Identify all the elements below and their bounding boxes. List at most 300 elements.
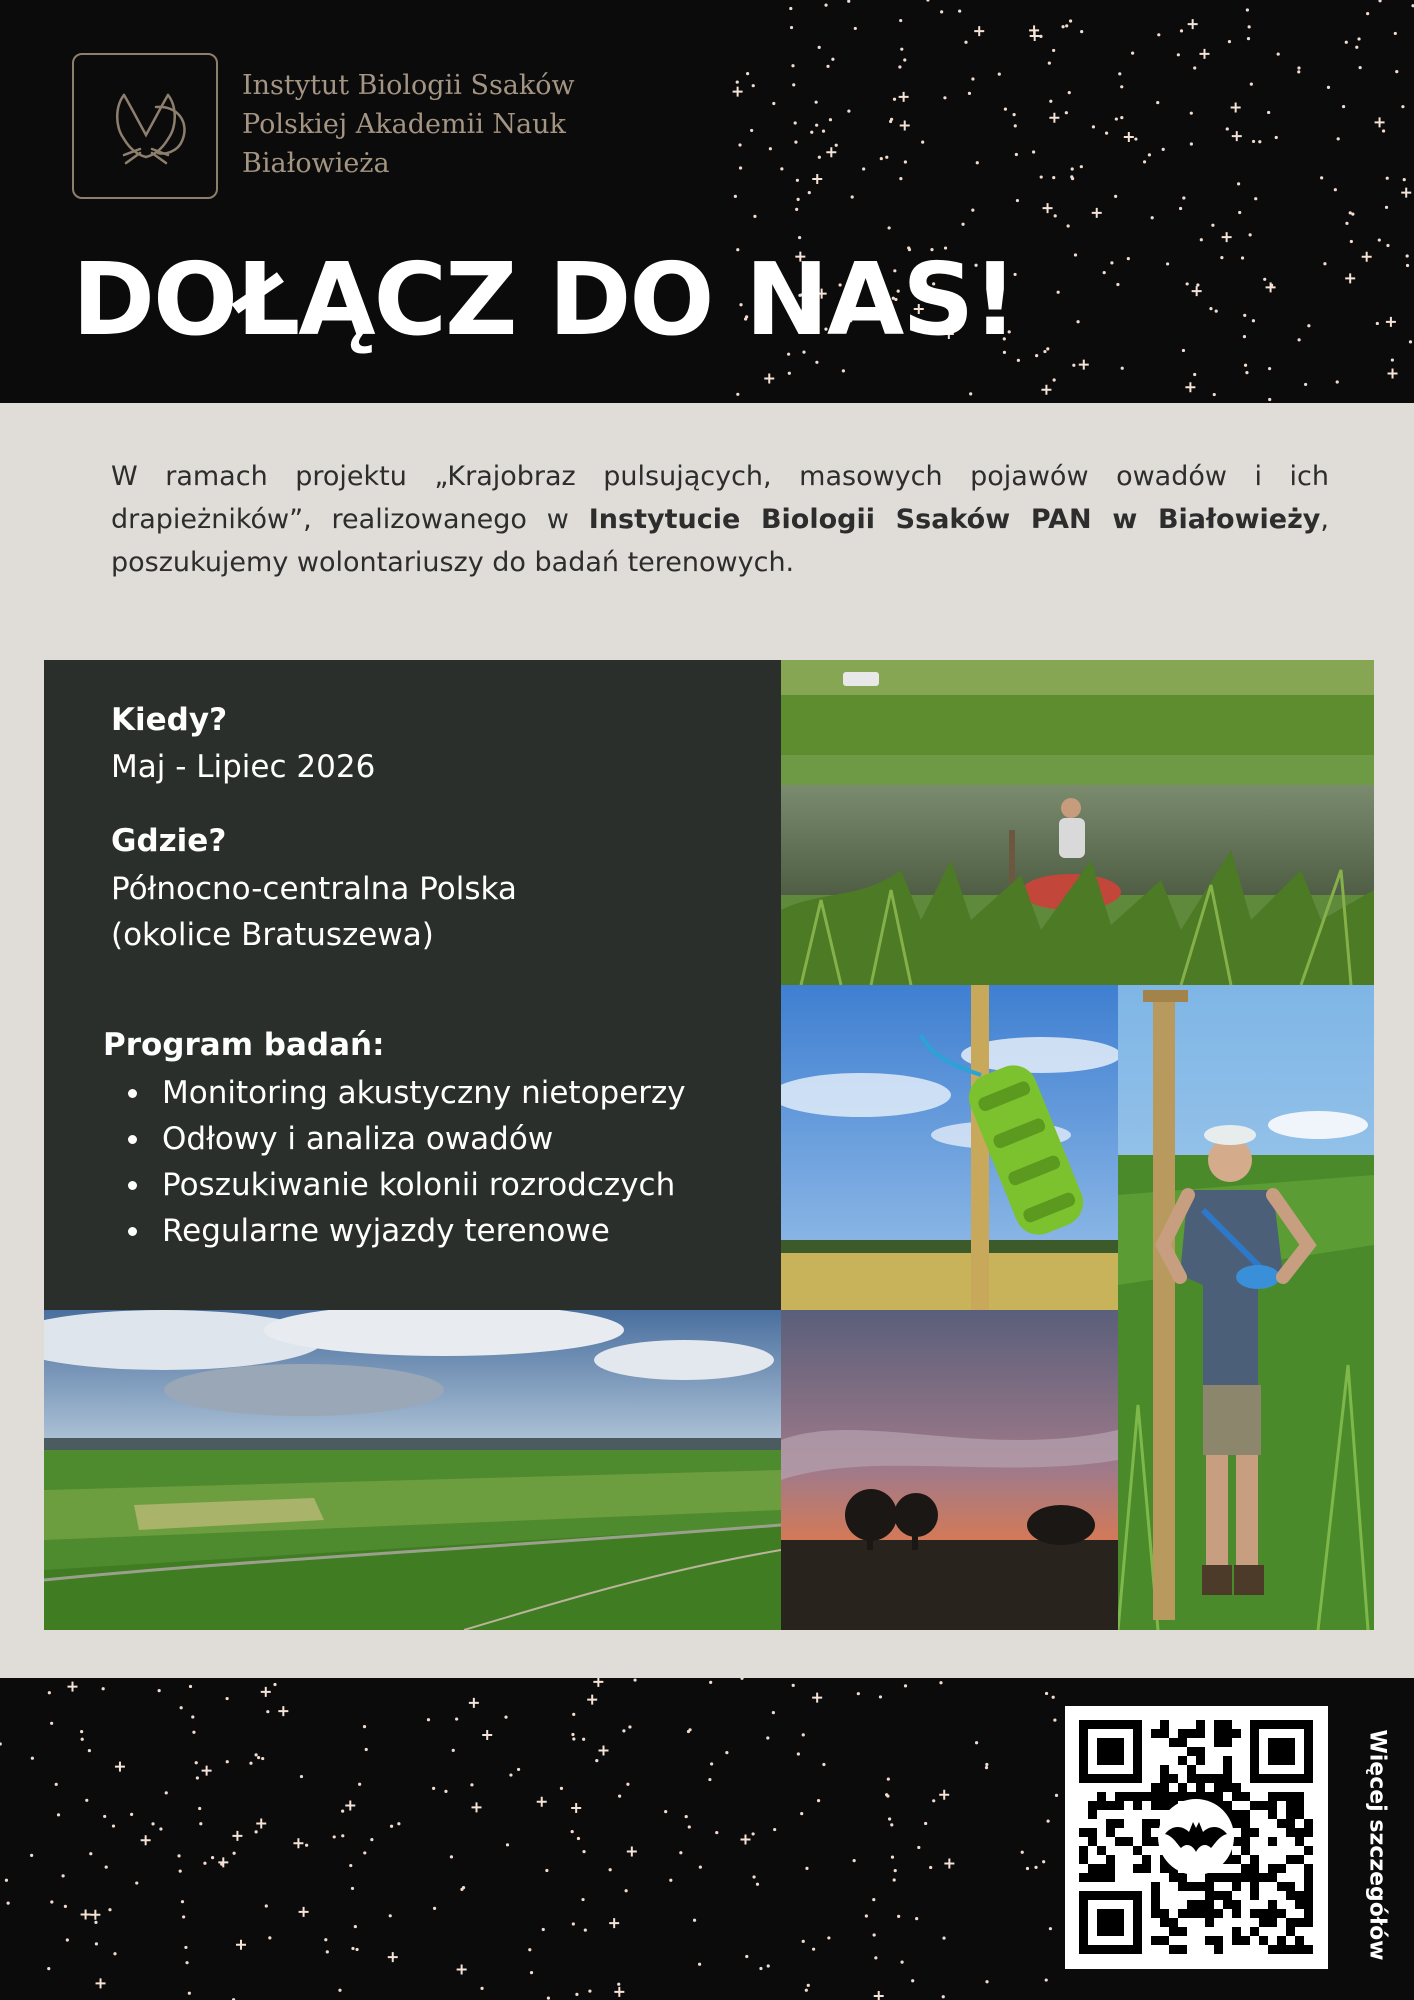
- qr-module: [1304, 1828, 1313, 1837]
- qr-module: [1151, 1729, 1160, 1738]
- star-mark: [195, 1761, 198, 1764]
- star-mark: [1043, 203, 1053, 213]
- qr-module: [1151, 1891, 1160, 1900]
- star-mark: [102, 1687, 105, 1690]
- star-mark: [1248, 25, 1251, 28]
- star-mark: [857, 1692, 860, 1695]
- star-mark: [1179, 207, 1182, 210]
- star-mark: [968, 92, 971, 95]
- star-mark: [572, 1922, 575, 1925]
- when-value: Maj - Lipiec 2026: [111, 749, 376, 785]
- star-mark: [249, 1762, 252, 1765]
- star-mark: [88, 1749, 91, 1752]
- star-mark: [1243, 335, 1246, 338]
- qr-module: [1286, 1891, 1295, 1900]
- qr-module: [1142, 1828, 1151, 1837]
- star-mark: [797, 1752, 800, 1755]
- star-mark: [1065, 24, 1068, 27]
- star-mark: [112, 1824, 115, 1827]
- star-mark: [1215, 310, 1218, 313]
- star-mark: [1052, 49, 1055, 52]
- star-mark: [974, 26, 984, 36]
- star-mark: [873, 1933, 876, 1936]
- qr-module: [1295, 1801, 1304, 1810]
- star-mark: [1386, 317, 1396, 327]
- star-mark: [1054, 214, 1057, 217]
- star-mark: [1355, 46, 1358, 49]
- qr-module: [1268, 1873, 1277, 1882]
- star-mark: [1067, 224, 1070, 227]
- star-mark: [470, 1783, 473, 1786]
- qr-module: [1277, 1819, 1286, 1828]
- institute-highlight: Instytucie Biologii Ssaków PAN w Białowieży: [588, 504, 1321, 535]
- star-mark: [1192, 286, 1202, 296]
- star-mark: [547, 1997, 550, 2000]
- qr-module: [1106, 1864, 1115, 1873]
- star-mark: [115, 1762, 125, 1772]
- qr-module: [1295, 1837, 1304, 1846]
- qr-module: [1286, 1927, 1295, 1936]
- star-mark: [756, 1883, 759, 1886]
- star-mark: [1045, 1978, 1048, 1981]
- star-mark: [472, 1802, 482, 1812]
- qr-module: [1133, 1801, 1142, 1810]
- qr-module: [1151, 1909, 1160, 1918]
- star-mark: [899, 19, 902, 22]
- star-mark: [904, 1684, 907, 1687]
- star-mark: [455, 1717, 458, 1720]
- star-mark: [798, 236, 801, 239]
- star-mark: [1049, 1927, 1052, 1930]
- qr-module: [1178, 1792, 1187, 1801]
- star-mark: [985, 1766, 988, 1769]
- star-mark: [1231, 102, 1241, 112]
- star-mark: [915, 1917, 918, 1920]
- star-mark: [1345, 273, 1355, 283]
- star-mark: [890, 1823, 893, 1826]
- star-mark: [575, 1993, 578, 1996]
- qr-module: [1205, 1873, 1214, 1882]
- star-mark: [740, 1835, 750, 1845]
- star-mark: [944, 1858, 954, 1868]
- qr-module: [1142, 1864, 1151, 1873]
- star-mark: [457, 1965, 467, 1975]
- star-mark: [1327, 86, 1330, 89]
- star-mark: [105, 1865, 108, 1868]
- star-mark: [1068, 91, 1071, 94]
- qr-module: [1241, 1828, 1250, 1837]
- star-mark: [618, 1795, 621, 1798]
- qr-module: [1223, 1873, 1232, 1882]
- qr-module: [1250, 1909, 1259, 1918]
- star-mark: [509, 1773, 512, 1776]
- star-mark: [817, 1799, 820, 1802]
- star-mark: [1298, 338, 1301, 341]
- star-mark: [880, 157, 883, 160]
- star-mark: [764, 373, 774, 383]
- qr-module: [1223, 1756, 1232, 1765]
- star-mark: [326, 1950, 329, 1953]
- qr-module: [1205, 1774, 1214, 1783]
- qr-module: [1097, 1846, 1106, 1855]
- star-mark: [709, 1681, 712, 1684]
- qr-module: [1295, 1900, 1304, 1909]
- star-mark: [792, 83, 795, 86]
- qr-module: [1187, 1882, 1196, 1891]
- star-mark: [542, 1928, 545, 1931]
- qr-module: [1196, 1729, 1205, 1738]
- star-mark: [1049, 100, 1052, 103]
- star-mark: [808, 191, 811, 194]
- star-mark: [1307, 324, 1310, 327]
- star-mark: [1243, 314, 1246, 317]
- star-mark: [740, 1678, 743, 1680]
- star-mark: [268, 1936, 271, 1939]
- star-mark: [746, 72, 749, 75]
- qr-module: [1223, 1738, 1232, 1747]
- star-mark: [752, 1875, 755, 1878]
- star-mark: [1350, 240, 1353, 243]
- star-mark: [1046, 1820, 1049, 1823]
- star-mark: [1124, 132, 1134, 142]
- star-mark: [812, 1948, 815, 1951]
- star-mark: [1004, 108, 1007, 111]
- qr-module: [1214, 1873, 1223, 1882]
- star-mark: [180, 1706, 183, 1709]
- qr-module: [1214, 1891, 1223, 1900]
- star-mark: [388, 1952, 398, 1962]
- star-mark: [1213, 393, 1216, 396]
- qr-module: [1205, 1936, 1214, 1945]
- qr-module: [1169, 1792, 1178, 1801]
- qr-module: [1151, 1882, 1160, 1891]
- list-item: Regularne wyjazdy terenowe: [114, 1208, 686, 1254]
- star-mark: [1406, 254, 1409, 257]
- qr-module: [1205, 1909, 1214, 1918]
- star-mark: [427, 1718, 430, 1721]
- star-mark: [365, 1748, 368, 1751]
- qr-module: [1106, 1819, 1115, 1828]
- star-mark: [560, 1787, 563, 1790]
- qr-module: [1295, 1810, 1304, 1819]
- star-mark: [1351, 212, 1354, 215]
- qr-module: [1169, 1738, 1178, 1747]
- qr-module: [1205, 1900, 1214, 1909]
- star-mark: [900, 121, 910, 131]
- star-mark: [898, 65, 901, 68]
- star-mark: [64, 1905, 67, 1908]
- qr-module: [1097, 1873, 1106, 1882]
- star-mark: [1297, 66, 1300, 69]
- star-mark: [202, 1766, 212, 1776]
- star-mark: [158, 1689, 161, 1692]
- qr-module: [1196, 1900, 1205, 1909]
- star-mark: [1334, 188, 1337, 191]
- intro-text: W ramach projektu „Krajobraz pulsujących, masowych pojawów owadów i ich drapieżników”, realizowanego w: [111, 461, 1329, 535]
- qr-module: [1205, 1792, 1214, 1801]
- qr-module: [1295, 1945, 1304, 1954]
- qr-module: [1268, 1792, 1277, 1801]
- star-mark: [772, 1711, 775, 1714]
- star-mark: [904, 160, 907, 163]
- star-mark: [903, 58, 906, 61]
- star-mark: [1039, 35, 1042, 38]
- star-mark: [975, 1741, 978, 1744]
- star-mark: [349, 1864, 352, 1867]
- qr-module: [1205, 1882, 1214, 1891]
- qr-code-icon[interactable]: [1065, 1706, 1328, 1969]
- qr-module: [1232, 1927, 1241, 1936]
- star-mark: [460, 1888, 463, 1891]
- qr-module: [1241, 1837, 1250, 1846]
- qr-module: [1115, 1819, 1124, 1828]
- star-mark: [939, 1681, 942, 1684]
- star-mark: [480, 1987, 483, 1990]
- institute-name: [242, 66, 575, 183]
- qr-module: [1250, 1927, 1259, 1936]
- star-mark: [1297, 70, 1300, 73]
- star-mark: [31, 1757, 34, 1760]
- qr-module: [1196, 1909, 1205, 1918]
- qr-module: [1232, 1855, 1241, 1864]
- qr-module: [1214, 1792, 1223, 1801]
- star-mark: [1177, 53, 1180, 56]
- qr-module: [1187, 1765, 1196, 1774]
- star-mark: [1072, 364, 1075, 367]
- star-mark: [433, 1907, 436, 1910]
- star-mark: [1040, 175, 1043, 178]
- star-mark: [772, 102, 775, 105]
- star-mark: [822, 1763, 825, 1766]
- star-mark: [851, 195, 854, 198]
- star-mark: [1199, 49, 1209, 59]
- star-mark: [1021, 1851, 1024, 1854]
- star-mark: [1345, 222, 1348, 225]
- star-mark: [341, 1810, 344, 1813]
- qr-module: [1133, 1846, 1142, 1855]
- star-mark: [1200, 238, 1203, 241]
- qr-module: [1151, 1801, 1160, 1810]
- star-mark: [961, 223, 964, 226]
- star-mark: [1079, 360, 1089, 370]
- qr-module: [1106, 1873, 1115, 1882]
- star-mark: [759, 1967, 762, 1970]
- more-details-caption: [1357, 1730, 1397, 1960]
- institute-name-line: Polskiej Akademii Nauk: [242, 109, 566, 140]
- qr-module: [1160, 1792, 1169, 1801]
- star-mark: [226, 1760, 229, 1763]
- star-mark: [363, 1725, 366, 1728]
- star-mark: [899, 177, 902, 180]
- star-mark: [943, 96, 946, 99]
- star-mark: [47, 1967, 50, 1970]
- qr-module: [1295, 1792, 1304, 1801]
- star-mark: [1118, 72, 1121, 75]
- star-mark: [1249, 233, 1252, 236]
- star-mark: [184, 1946, 187, 1949]
- star-mark: [976, 161, 979, 164]
- star-mark: [1069, 19, 1072, 22]
- qr-module: [1277, 1792, 1286, 1801]
- star-mark: [469, 1698, 479, 1708]
- qr-module: [1250, 1882, 1259, 1891]
- star-mark: [390, 1825, 393, 1828]
- qr-module: [1232, 1729, 1241, 1738]
- star-mark: [1323, 262, 1326, 265]
- qr-module: [1178, 1729, 1187, 1738]
- institute-logo: [72, 53, 218, 199]
- star-mark: [1061, 25, 1064, 28]
- star-mark: [812, 1693, 822, 1703]
- qr-module: [1277, 1936, 1286, 1945]
- star-mark: [599, 1745, 609, 1755]
- star-mark: [815, 101, 818, 104]
- qr-module: [1214, 1720, 1223, 1729]
- qr-module: [1277, 1882, 1286, 1891]
- star-mark: [725, 1751, 728, 1754]
- qr-module: [1088, 1801, 1097, 1810]
- star-mark: [1386, 244, 1389, 247]
- qr-module: [1304, 1945, 1313, 1954]
- qr-module: [1178, 1882, 1187, 1891]
- star-mark: [482, 1730, 492, 1740]
- qr-module: [1079, 1873, 1088, 1882]
- qr-module: [1259, 1801, 1268, 1810]
- star-mark: [397, 1822, 400, 1825]
- qr-module: [1169, 1774, 1178, 1783]
- star-mark: [95, 1942, 98, 1945]
- star-mark: [90, 1910, 100, 1920]
- qr-module: [1295, 1936, 1304, 1945]
- star-mark: [792, 1684, 795, 1687]
- qr-module: [1214, 1909, 1223, 1918]
- qr-module: [1169, 1918, 1178, 1927]
- star-mark: [67, 1682, 77, 1692]
- qr-module: [1232, 1900, 1241, 1909]
- qr-module: [1106, 1801, 1115, 1810]
- star-mark: [5, 1879, 8, 1882]
- qr-module: [1268, 1837, 1277, 1846]
- star-mark: [261, 1687, 271, 1697]
- star-mark: [1045, 1692, 1048, 1695]
- qr-module: [1232, 1882, 1241, 1891]
- star-mark: [1277, 52, 1280, 55]
- star-mark: [664, 1810, 667, 1813]
- star-mark: [1401, 105, 1404, 108]
- star-mark: [899, 92, 909, 102]
- star-mark: [797, 198, 800, 201]
- star-mark: [293, 1838, 303, 1848]
- star-mark: [939, 1790, 949, 1800]
- qr-module: [1304, 1819, 1313, 1828]
- star-mark: [389, 1914, 392, 1917]
- qr-module: [1151, 1783, 1160, 1792]
- qr-module: [1232, 1936, 1241, 1945]
- star-mark: [1053, 1718, 1056, 1721]
- star-mark: [818, 156, 821, 159]
- star-mark: [822, 130, 825, 133]
- qr-module: [1259, 1918, 1268, 1927]
- qr-module: [1286, 1801, 1295, 1810]
- more-details-text: Więcej szczegółów: [1364, 1729, 1390, 1961]
- star-mark: [685, 1815, 688, 1818]
- star-mark: [625, 1889, 628, 1892]
- star-mark: [1382, 129, 1385, 132]
- qr-module: [1268, 1918, 1277, 1927]
- star-mark: [736, 80, 739, 83]
- when-label: Kiedy?: [111, 702, 228, 738]
- star-mark: [815, 124, 818, 127]
- qr-module: [1178, 1756, 1187, 1765]
- star-mark: [1267, 111, 1270, 114]
- star-mark: [341, 1834, 344, 1837]
- star-mark: [1052, 176, 1055, 179]
- qr-module: [1160, 1801, 1169, 1810]
- star-mark: [627, 1847, 637, 1857]
- where-label: Gdzie?: [111, 823, 227, 859]
- star-mark: [1244, 364, 1247, 367]
- star-mark: [1148, 153, 1151, 156]
- star-mark: [1254, 197, 1257, 200]
- star-mark: [1357, 37, 1360, 40]
- star-mark: [1015, 153, 1018, 156]
- qr-module: [1304, 1909, 1313, 1918]
- star-mark: [278, 1706, 288, 1716]
- star-mark: [1188, 19, 1198, 29]
- star-mark: [1151, 216, 1154, 219]
- star-mark: [1014, 124, 1017, 127]
- qr-module: [1277, 1864, 1286, 1873]
- qr-module: [1205, 1918, 1214, 1927]
- qr-module: [1268, 1900, 1277, 1909]
- qr-module: [1295, 1891, 1304, 1900]
- qr-module: [1214, 1729, 1223, 1738]
- bat-face-logo-icon: [94, 75, 198, 179]
- star-mark: [835, 144, 838, 147]
- qr-module: [1160, 1765, 1169, 1774]
- star-mark: [80, 1730, 83, 1733]
- where-value: Północno-centralna Polska: [111, 871, 517, 907]
- star-mark: [582, 1738, 585, 1741]
- star-mark: [571, 1803, 581, 1813]
- star-mark: [338, 1989, 341, 1992]
- list-item: Poszukiwanie kolonii rozrodczych: [114, 1162, 686, 1208]
- qr-module: [1241, 1819, 1250, 1828]
- qr-module: [1151, 1819, 1160, 1828]
- star-mark: [1114, 195, 1117, 198]
- program-label: Program badań:: [103, 1027, 385, 1063]
- qr-module: [1250, 1828, 1259, 1837]
- star-mark: [266, 1710, 269, 1713]
- star-mark: [1395, 70, 1398, 73]
- star-mark: [355, 1948, 358, 1951]
- star-mark: [958, 9, 961, 12]
- qr-module: [1232, 1819, 1241, 1828]
- star-mark: [130, 1813, 133, 1816]
- star-mark: [874, 1991, 884, 2000]
- star-mark: [734, 195, 737, 198]
- star-mark: [94, 1921, 97, 1924]
- star-mark: [571, 1830, 574, 1833]
- star-mark: [1193, 66, 1196, 69]
- program-list: [114, 1070, 686, 1254]
- qr-module: [1304, 1891, 1313, 1900]
- star-mark: [85, 1799, 88, 1802]
- qr-module: [1277, 1945, 1286, 1954]
- star-mark: [780, 167, 783, 170]
- star-mark: [595, 1759, 598, 1762]
- star-mark: [766, 1736, 769, 1739]
